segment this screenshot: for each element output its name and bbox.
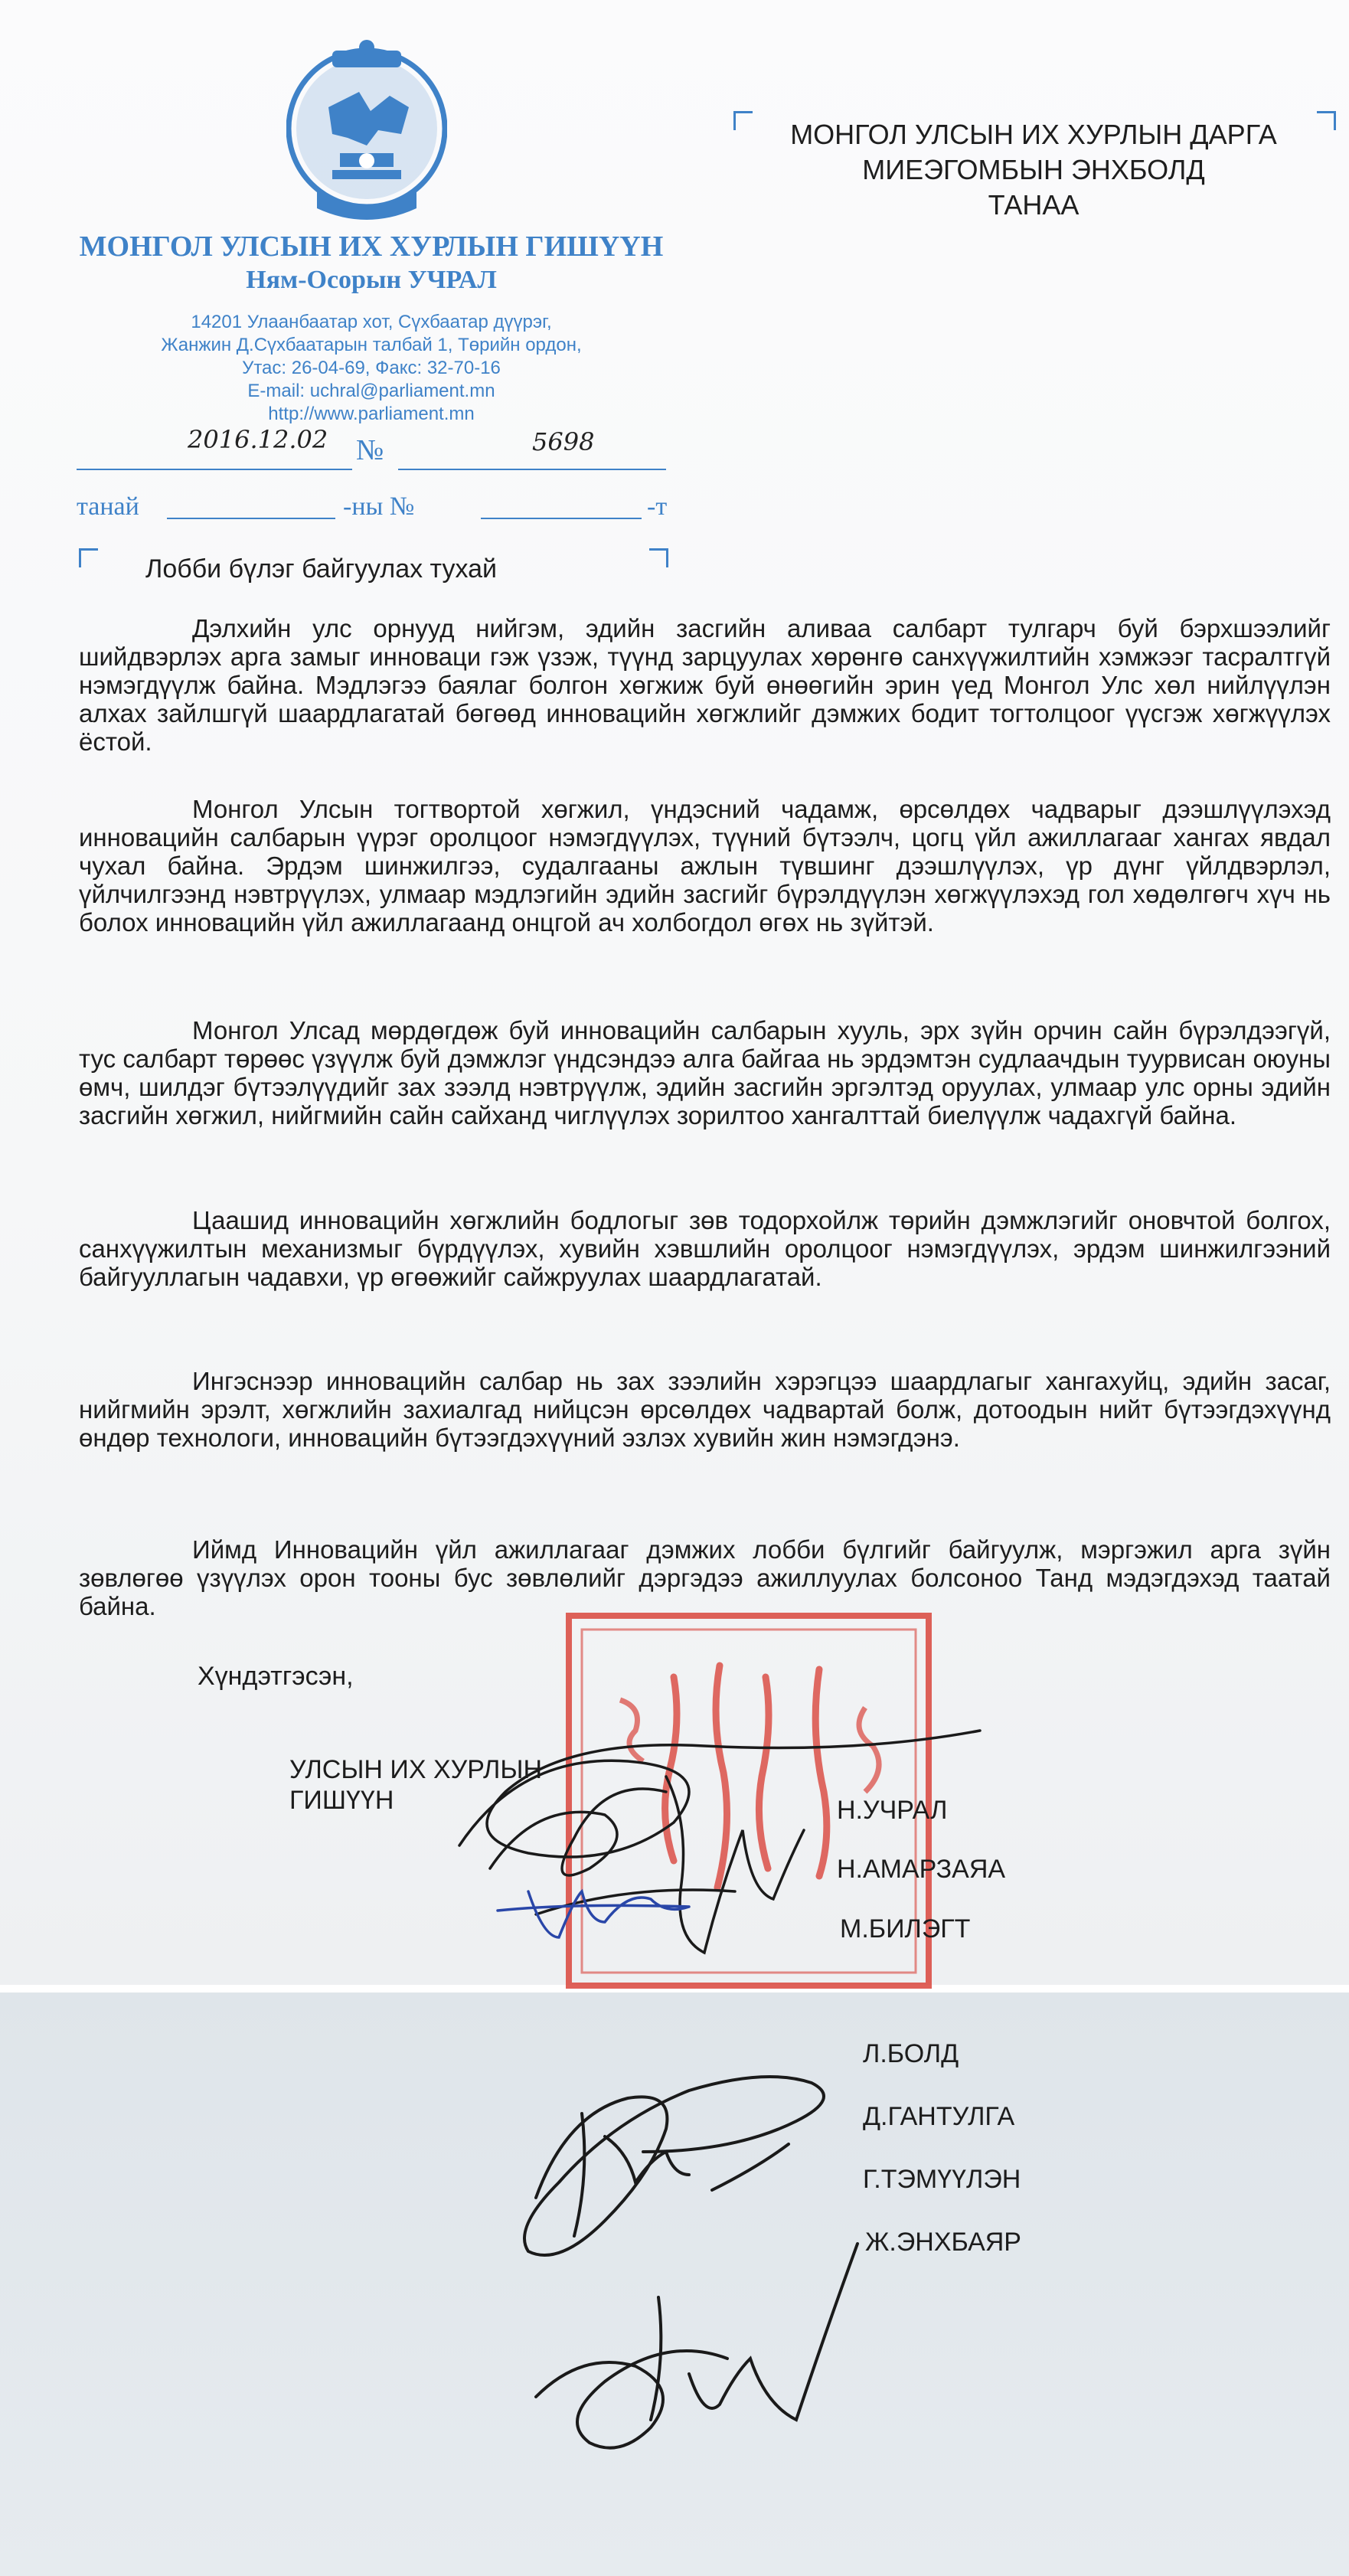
closing-salutation: Хүндэтгэсэн, [198, 1662, 354, 1691]
body-paragraph: Иймд Инновацийн үйл ажиллагааг дэмжих лобби бүлгийг байгуулж, мэргэжил арга зүйн зөвлөгөө үзүүлэх орон тооны бус зөвлөлийг дэргэдээ ажиллуулах болсоноо Танд мэдэгдэхэд таатай байна. [79, 1535, 1331, 1620]
member-name: Ням-Осорын УЧРАЛ [246, 266, 497, 294]
body-paragraph: Ингэснээр инновацийн салбар нь зах зээлийн хэрэгцээ шаардлагыг хангахуйц, эдийн засаг, нийгмийн эрэлт, хөгжлийн захиалгад нийцсэн өрсөлдөх чадвартай болж, дотоодын нийт бүтээгдэхүүнд өндөр технологи, инновацийн бүтээгдэхүүний эзлэх хувийн жин нэмэгдэнэ. [79, 1367, 1331, 1452]
corner-bracket [649, 548, 668, 567]
member-title: МОНГОЛ УЛСЫН ИХ ХУРЛЫН ГИШҮҮН [79, 230, 664, 263]
member-name-gantulga: Д.ГАНТУЛГА [863, 2102, 1015, 2131]
ref-date-underline [167, 518, 335, 519]
page-divider [0, 1985, 1349, 1992]
ref-number-underline [481, 518, 642, 519]
letter-date: 2016.12.02 [188, 425, 328, 454]
letter-subject: Лобби бүлэг байгуулах тухай [145, 554, 498, 584]
recipient-line: МОНГОЛ УЛСЫН ИХ ХУРЛЫН ДАРГА [790, 119, 1277, 150]
number-sign: № [356, 434, 384, 466]
ref-mid: -ны № [343, 492, 415, 521]
signature-title-line: УЛСЫН ИХ ХУРЛЫН [289, 1755, 543, 1784]
number-underline [398, 469, 666, 470]
member-name-bold: Л.БОЛД [863, 2039, 959, 2068]
website-line: http://www.parliament.mn [268, 404, 475, 424]
member-name-amarzaya: Н.АМАРЗАЯА [837, 1855, 1006, 1884]
date-underline [77, 469, 352, 470]
member-name-temuulen: Г.ТЭМҮҮЛЭН [863, 2165, 1021, 2194]
member-name-bilegt: М.БИЛЭГТ [840, 1914, 971, 1943]
signature-title-line: ГИШҮҮН [289, 1786, 394, 1815]
phone-fax-line: Утас: 26-04-69, Факс: 32-70-16 [242, 358, 501, 378]
address-line: Жанжин Д.Сүхбаатарын талбай 1, Төрийн ордон, [161, 335, 582, 355]
member-name-enkhbayar: Ж.ЭНХБАЯР [865, 2228, 1021, 2257]
body-paragraph: Монгол Улсад мөрдөгдөж буй инновацийн салбарын хууль, эрх зүйн орчин сайн бүрэлдээгүй, тус салбарт төрөөс үзүүлж буй дэмжлэг үндсэндээ алга байгаа нь эрдэмтэн судлаачдын туурвисан оюуны өмч, шилдэг бүтээлүүдийг зах зээлд нэвтрүүлж, эдийн засгийн эргэлтэд оруулах, улмаар улс орны эдийн засгийн хөгжил, нийгмийн сайн сайханд чиглүүлэх зорилтоо хангалттай биелүүлж чадахгүй байна. [79, 1016, 1331, 1129]
corner-bracket [79, 548, 98, 567]
soyombo-state-emblem-icon [286, 38, 447, 222]
address-line: 14201 Улаанбаатар хот, Сүхбаатар дүүрэг, [191, 312, 552, 332]
ref-suffix: -т [647, 492, 668, 521]
recipient-line: МИЕЭГОМБЫН ЭНХБОЛД [862, 154, 1205, 185]
email-line: E-mail: uchral@parliament.mn [247, 381, 495, 401]
letter-number: 5698 [532, 427, 595, 456]
member-name-uchral: Н.УЧРАЛ [837, 1796, 948, 1825]
signature-page [0, 1988, 1349, 2576]
body-paragraph: Монгол Улсын тогтвортой хөгжил, үндэсний чадамж, өрсөлдөх чадварыг дээшлүүлэхэд инновацийн салбарын үүрэг оролцоог нэмэгдүүлэх, түүний бүтээлч, цогц үйл ажиллагааг хангах явдал чухал байна. Эрдэм шинжилгээ, судалгааны ажлын түвшинг дээшлүүлэх, үр дүнг үйлдвэрлэл, үйлчилгээнд нэвтрүүлэх, улмаар мэдлэгийн эдийн засгийг бүрэлдүүлэн хөгжүүлэхэд гол хөдөлгөгч хүч нь болох инновацийн үйл ажиллагаанд онцгой ач холбогдол өгөх нь зүйтэй. [79, 795, 1331, 937]
recipient-line: ТАНАА [988, 189, 1080, 221]
ref-prefix: танай [77, 492, 139, 521]
body-paragraph: Дэлхийн улс орнууд нийгэм, эдийн засгийн аливаа салбарт тулгарч буй бэрхшээлийг шийдвэрлэх арга замыг инноваци гэж үзэж, түүнд зарцуулах хөрөнгө санхүүжилтийн хэмжээг тасралтгүй нэмэгдүүлж байна. Мэдлэгээ баялаг болгон хөгжиж буй өнөөгийн эрин үед Монгол Улс хөл нийлүүлэн алхах зайлшгүй шаардлагатай бөгөөд инновацийн хөгжлийг дэмжих бодит тогтолцоог үүсгэж хөгжүүлэх ёстой. [79, 614, 1331, 756]
body-paragraph: Цаашид инновацийн хөгжлийн бодлогыг зөв тодорхойлж төрийн дэмжлэгийг оновчтой болгох, санхүүжилтын механизмыг бүрдүүлэх, хувийн хэвшлийн оролцоог нэмэгдүүлэх, эрдэм шинжилгээний байгууллагын чадавхи, үр өгөөжийг сайжруулах шаардлагатай. [79, 1206, 1331, 1291]
